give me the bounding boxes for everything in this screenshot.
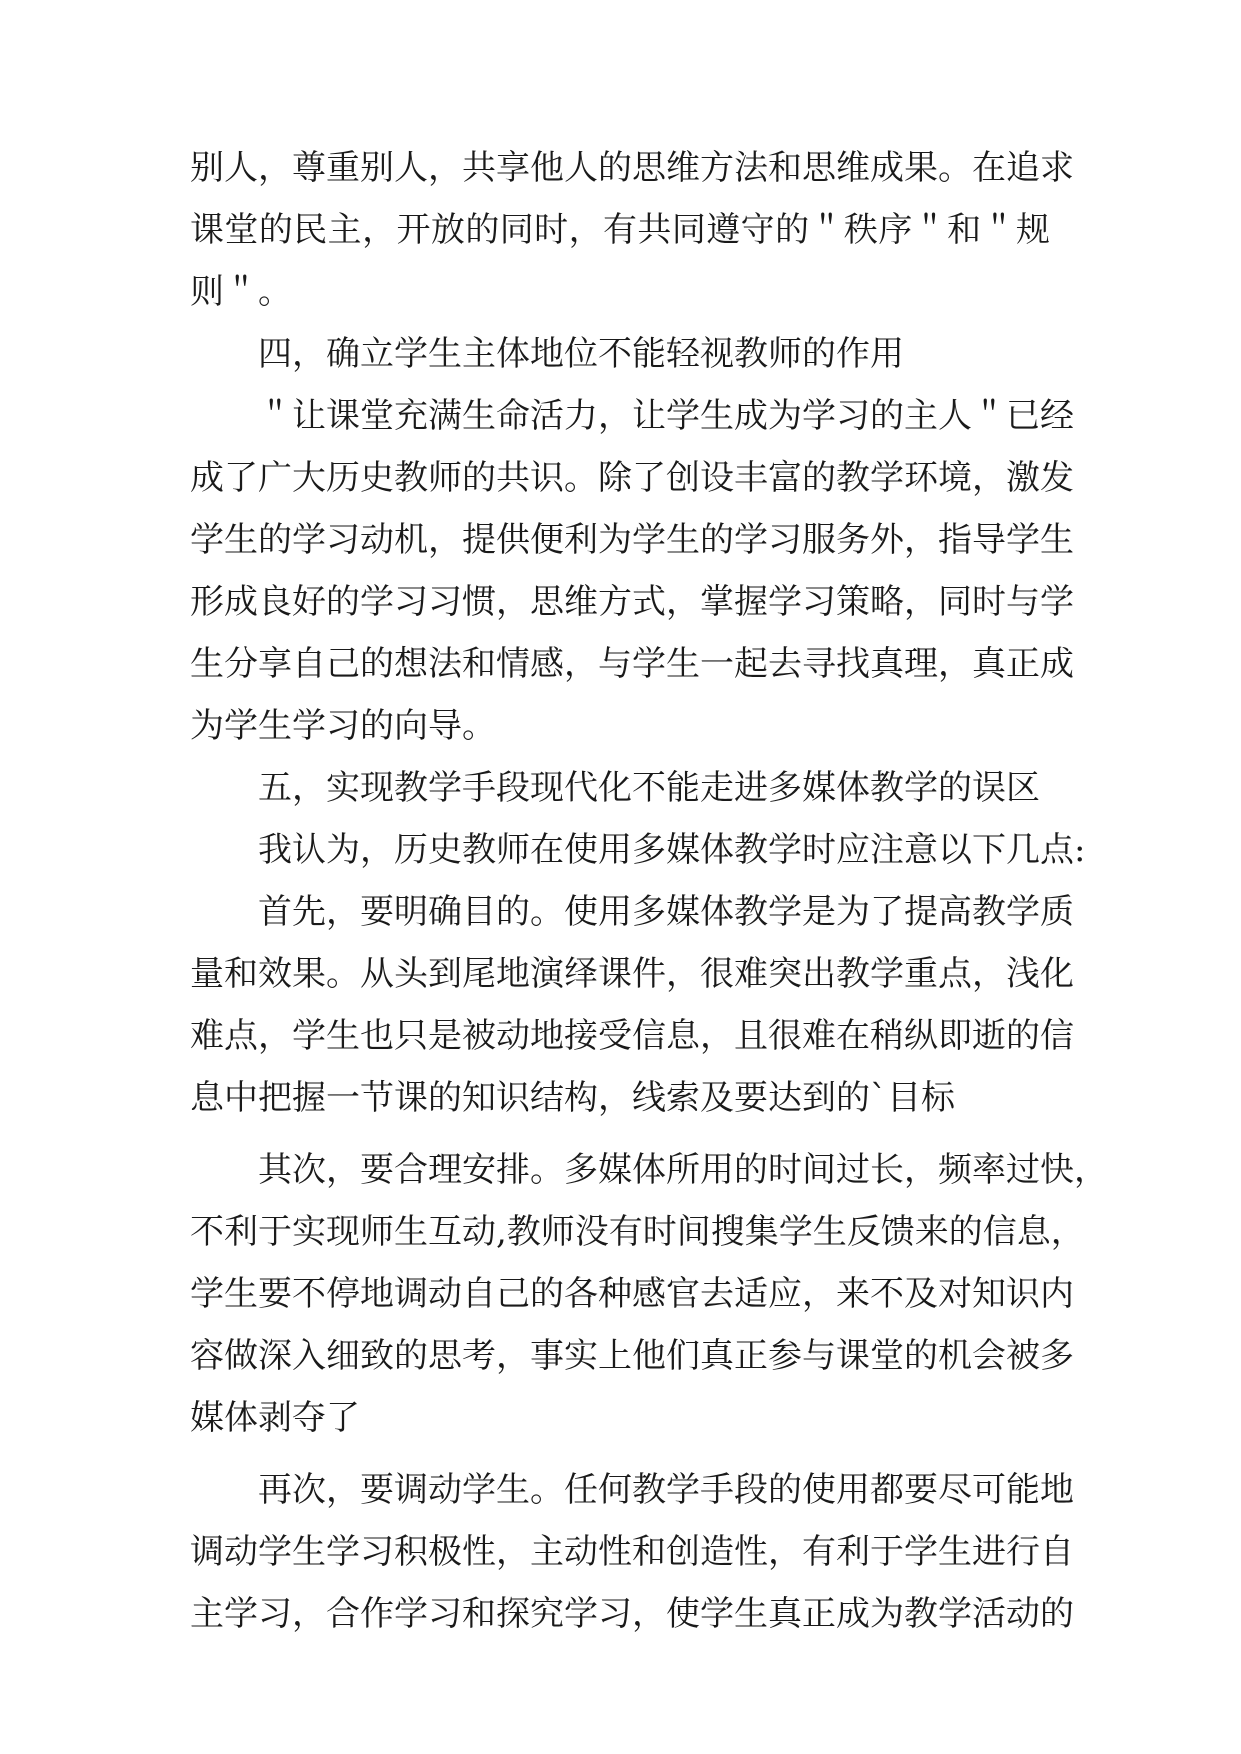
text-line: ＂让课堂充满生命活力，让学生成为学习的主人＂已经 (258, 396, 1074, 436)
text-line: 学生要不停地调动自己的各种感官去适应，来不及对知识内 (190, 1274, 1074, 1314)
section-heading-4: 四，确立学生主体地位不能轻视教师的作用 (258, 334, 904, 374)
text-line: 课堂的民主，开放的同时，有共同遵守的＂秩序＂和＂规 (190, 210, 1050, 250)
text-line: 形成良好的学习习惯，思维方式，掌握学习策略，同时与学 (190, 582, 1074, 622)
text-line: 再次，要调动学生。任何教学手段的使用都要尽可能地 (258, 1470, 1074, 1510)
section-heading-5: 五，实现教学手段现代化不能走进多媒体教学的误区 (258, 768, 1040, 808)
text-line: 量和效果。从头到尾地演绎课件，很难突出教学重点，浅化 (190, 954, 1074, 994)
text-line: 别人，尊重别人，共享他人的思维方法和思维成果。在追求 (190, 148, 1074, 188)
text-line: 学生的学习动机，提供便利为学生的学习服务外，指导学生 (190, 520, 1074, 560)
text-line: 调动学生学习积极性，主动性和创造性，有利于学生进行自 (190, 1532, 1074, 1572)
text-line: 首先，要明确目的。使用多媒体教学是为了提高教学质 (258, 892, 1074, 932)
text-line: 容做深入细致的思考，事实上他们真正参与课堂的机会被多 (190, 1336, 1074, 1376)
text-line: 生分享自己的想法和情感，与学生一起去寻找真理，真正成 (190, 644, 1074, 684)
text-line: 难点，学生也只是被动地接受信息，且很难在稍纵即逝的信 (190, 1016, 1074, 1056)
text-line: 不利于实现师生互动,教师没有时间搜集学生反馈来的信息， (190, 1212, 1085, 1252)
text-line: 为学生学习的向导。 (190, 706, 496, 746)
text-line: 成了广大历史教师的共识。除了创设丰富的教学环境，激发 (190, 458, 1074, 498)
text-line: 息中把握一节课的知识结构，线索及要达到的`目标 (190, 1078, 955, 1118)
text-line: 其次，要合理安排。多媒体所用的时间过长，频率过快， (258, 1150, 1108, 1190)
text-line: 我认为，历史教师在使用多媒体教学时应注意以下几点: (258, 830, 1086, 870)
text-line: 则＂。 (190, 272, 292, 312)
text-line: 主学习，合作学习和探究学习，使学生真正成为教学活动的 (190, 1594, 1074, 1634)
text-line: 媒体剥夺了 (190, 1398, 360, 1438)
